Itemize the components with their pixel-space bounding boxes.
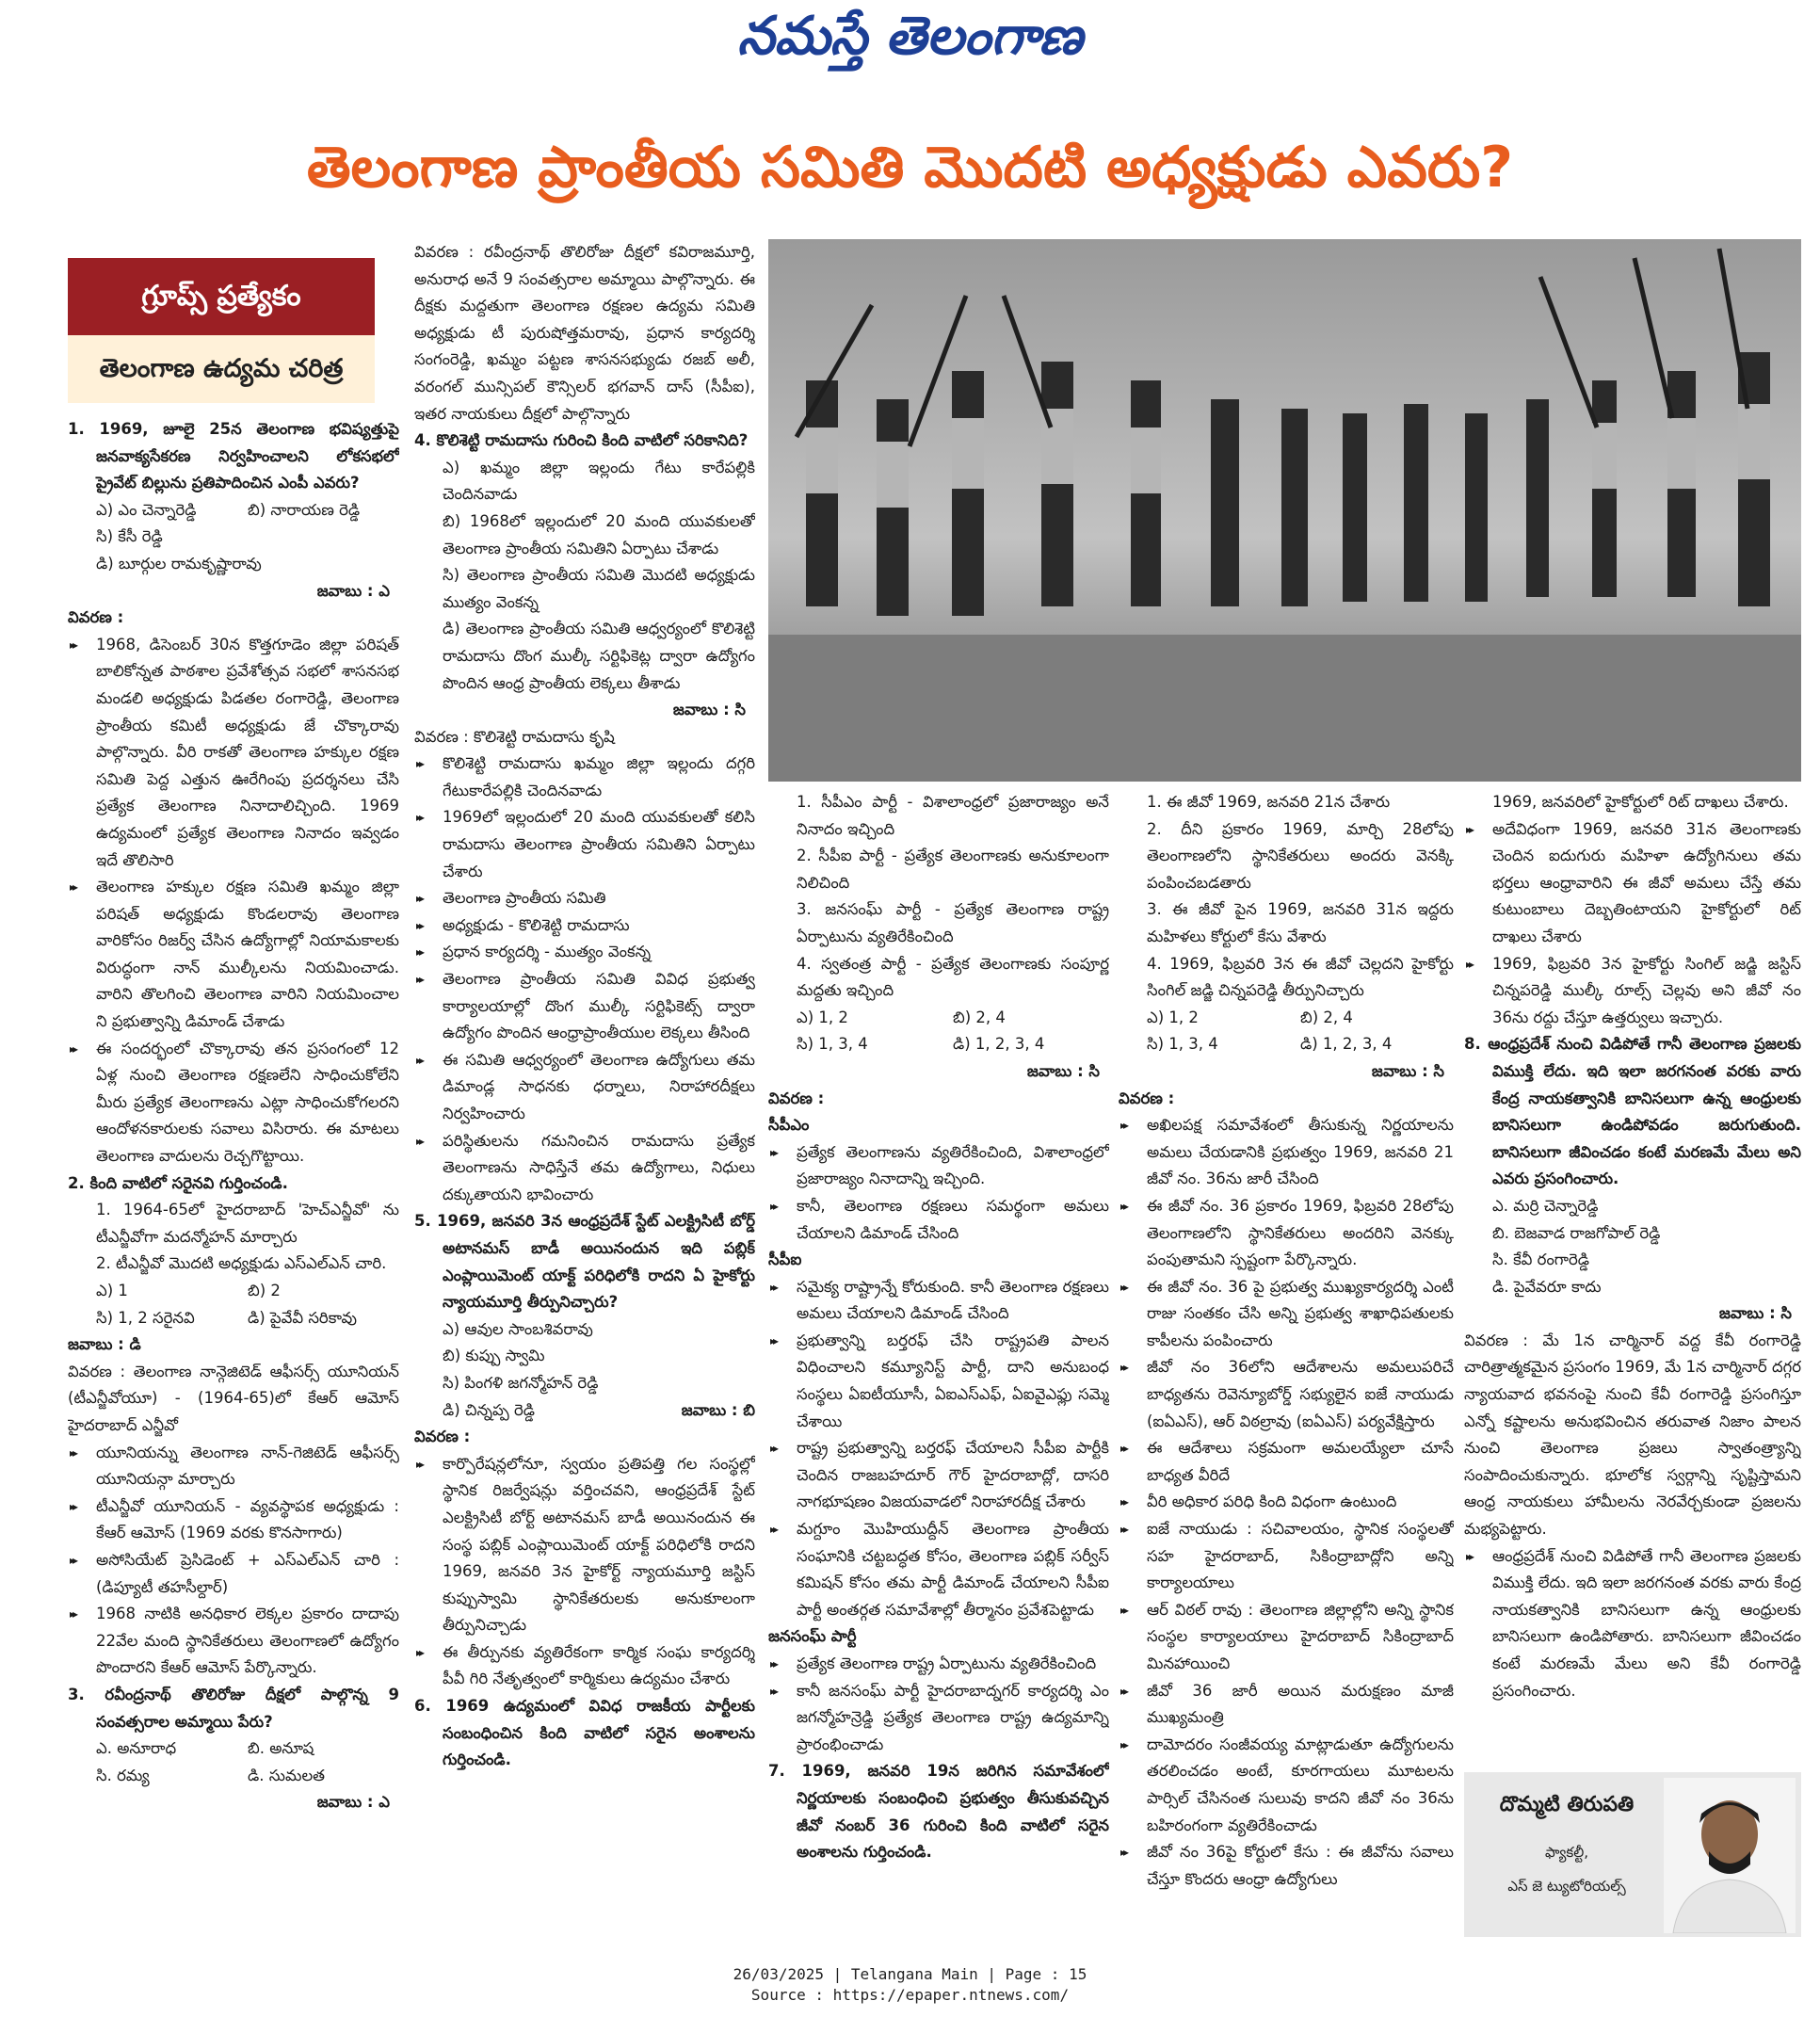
statement: 4. 1969, ఫిబ్రవరి 3న ఈ జీవో చెల్లదని హైకోర్టు సింగిల్ జడ్జి చిన్నపరెడ్డి తీర్పునిచ్చారు xyxy=(1147,954,1454,1000)
bullet: ▸▸ వీరి అధికార పరిధి కింది విధంగా ఉంటుంది xyxy=(1119,1489,1454,1516)
statement: 3. ఈ జీవో పైన 1969, జనవరి 31న ఇద్దరు మహిళలు కోర్టులో కేసు వేశారు xyxy=(1147,900,1454,945)
bullet: ▸▸ రాష్ట్ర ప్రభుత్వాన్ని బర్తరఫ్ చేయాలని సీపీఐ పార్టీకి చెందిన రాజబహదూర్ గౌర్ హైదరాబాద్లో, దాసరి నాగభూషణం విజయవాడలో నిరాహారదీక్ష చేశారు xyxy=(768,1435,1109,1516)
subheading: జనసంఘ్ పార్టీ xyxy=(768,1627,857,1646)
bullet: ▸▸ తెలంగాణ ప్రాంతీయ సమితి xyxy=(414,885,755,912)
page-headline: తెలంగాణ ప్రాంతీయ సమితి మొదటి అధ్యక్షుడు ఎవరు? xyxy=(306,135,1514,201)
option: సి) తెలంగాణ ప్రాంతీయ సమితి మొదటి అధ్యక్షుడు ముత్యం వెంకన్న xyxy=(443,566,755,611)
masthead-logo: నమస్తే తెలంగాణ xyxy=(737,5,1083,67)
option: డి) చిన్నప్ప రెడ్డి xyxy=(443,1400,535,1419)
options xyxy=(68,1305,399,1332)
explanation-heading: వివరణ : xyxy=(768,1089,825,1107)
page-footer xyxy=(0,1964,1820,2006)
bullet: ▸▸ తెలంగాణ ప్రాంతీయ సమితి వివిధ ప్రభుత్వ కార్యాలయాల్లో దొంగ ముల్కీ సర్టిఫికెట్స్ ద్వారా ఉద్యోగం పొందిన ఆంధ్రాప్రాంతీయుల లెక్కలు తీసింది xyxy=(414,966,755,1047)
statement: 1. ఈ జీవో 1969, జనవరి 21న చేశారు xyxy=(1147,793,1391,811)
option: సి) పింగళి జగన్మోహన్ రెడ్డి xyxy=(443,1373,599,1392)
answer: జవాబు : బి xyxy=(681,1400,755,1419)
statement: 2. దీని ప్రకారం 1969, మార్చి 28లోపు తెలంగాణలోని స్థానికేతరులు అందరు వెనక్కి పంపించబడతారు xyxy=(1147,819,1454,892)
option: ఎ) 1, 2 xyxy=(1147,1008,1199,1026)
option: డి) పైవేవీ సరికావు xyxy=(248,1308,357,1327)
column-1 xyxy=(68,416,399,1946)
option: డి) 1, 2, 3, 4 xyxy=(1300,1035,1393,1054)
bullet: ▸▸ దామోదరం సంజీవయ్య మాట్లాడుతూ ఉద్యోగులను తరలించడం అంటే, కూరగాయలు మూటలను పార్సిల్ చేసినంత సులువు కాదని జీవో నం 36ను బహిరంగంగా వ్యతిరేకించాడు xyxy=(1119,1732,1454,1839)
statement: 4. స్వతంత్ర పార్టీ - ప్రత్యేక తెలంగాణకు సంపూర్ణ మద్దతు ఇచ్చింది xyxy=(797,954,1109,1000)
author-name: దొమ్మటి తిరుపతి xyxy=(1499,1793,1635,1816)
statement: 2. సీపీఐ పార్టీ - ప్రత్యేక తెలంగాణకు అనుకూలంగా నిలిచింది xyxy=(797,847,1109,892)
subheading: సీపీఎం xyxy=(768,1116,810,1135)
bullet: ▸▸ అఖిలపక్ష సమావేశంలో తీసుకున్న నిర్ణయాలను అమలు చేయడానికి ప్రభుత్వం 1969, జనవరి 21 జీవో నం. 36ను జారీ చేసింది xyxy=(1119,1112,1454,1193)
options xyxy=(68,1763,399,1790)
options xyxy=(68,497,399,524)
answer: జవాబు : సి xyxy=(672,701,746,719)
bullet: ▸▸ కార్పొరేషన్లలోనూ, స్వయం ప్రతిపత్తి గల సంస్థల్లో స్థానిక రిజర్వేషన్లు వర్తించవని, ఆంధ్రప్రదేశ్ స్టేట్ ఎలక్ట్రిసిటీ బోర్ట్ అటానమస్ బాడీ అయినందున ఈ సంస్థ పబ్లిక్ ఎంప్లాయిమెంట్ యాక్ట్ పరిధిలోకి రాదని 1969, జనవరి 3న హైకోర్ట్ న్యాయమూర్తి జస్టిస్ కుప్పుస్వామి స్థానికేతరులకు అనుకూలంగా తీర్పునిచ్చాడు xyxy=(414,1451,755,1639)
answer: జవాబు : ఎ xyxy=(316,581,390,600)
section-label: తెలంగాణ ఉద్యమ చరిత్ర xyxy=(68,335,375,403)
option: బి. అనూష xyxy=(248,1739,314,1758)
bullet: ▸▸ జీవో నం 36పై కోర్టులో కేసు : ఈ జీవోను సవాలు చేస్తూ కొందరు ఆంధ్రా ఉద్యోగులు xyxy=(1119,1839,1454,1893)
option: ఎ) 1 xyxy=(96,1282,128,1299)
option: సి. కేవీ రంగారెడ్డి xyxy=(1492,1251,1590,1269)
statement: 2. టీఎన్జీవో మొదటి అధ్యక్షుడు ఎస్ఎల్ఎన్ చారి. xyxy=(96,1254,387,1273)
author-organization: ఎస్ జె ట్యుటోరియల్స్ xyxy=(1507,1878,1626,1895)
statement: 3. జనసంఘ్ పార్టీ - ప్రత్యేక తెలంగాణ రాష్ట్ర ఏర్పాటును వ్యతిరేకించింది xyxy=(797,900,1109,945)
statement: 1. 1964-65లో హైదరాబాద్ 'హెచ్ఎన్జీవో' ను టీఎన్జీవోగా మదన్మోహన్ మార్చారు xyxy=(96,1201,399,1246)
options xyxy=(768,1031,1109,1058)
historical-photo xyxy=(768,239,1801,782)
bullet: ▸▸ టీఎన్జీవో యూనియన్ - వ్యవస్థాపక అధ్యక్షుడు : కేఆర్ ఆమోస్ (1969 వరకు కొనసాగారు) xyxy=(68,1493,399,1547)
question-4: 4. కొలిశెట్టి రామదాసు గురించి కింది వాటిలో సరికానిది? xyxy=(414,431,749,450)
bullet: ▸▸ అసోసియేట్ ప్రెసిడెంట్ + ఎస్ఎల్ఎన్ చారి : (డిప్యూటీ తహసీల్దార్) xyxy=(68,1547,399,1601)
bullet: ▸▸ యూనియన్ను తెలంగాణ నాన్-గెజిటెడ్ ఆఫీసర్స్ యూనియన్గా మార్చారు xyxy=(68,1440,399,1493)
bullet: ▸▸ కానీ జనసంఘ్ పార్టీ హైదరాబాద్నగర్ కార్యదర్శి ఎం జగన్మోహన్రెడ్డి ప్రత్యేక తెలంగాణ రాష్ట్ర ఉద్యమాన్ని ప్రారంభించాడు xyxy=(768,1678,1109,1759)
option: ఎ. అనూరాధ xyxy=(96,1739,177,1758)
option: సి) 1, 3, 4 xyxy=(1147,1035,1218,1054)
author-avatar xyxy=(1664,1778,1796,1933)
options xyxy=(68,1278,399,1305)
bullet: ▸▸ జీవో నం 36లోని ఆదేశాలను అమలుపరిచే బాధ్యతను రెవెన్యూబోర్డ్ సభ్యులైన ఐజే నాయుడు (ఐఏఎస్), ఆర్ విఠల్రావు (ఐఏఎస్) పర్యవేక్షిస్తారు xyxy=(1119,1354,1454,1435)
option: డి) బూర్గుల రామకృష్ణారావు xyxy=(96,554,262,573)
subheading: సీపీఐ xyxy=(768,1251,802,1269)
bullet: ▸▸ 1968 నాటికి అనధికార లెక్కల ప్రకారం దాదాపు 22వేల మంది స్థానికేతరులు తెలంగాణలో ఉద్యోగం పొందారని కేఆర్ ఆమోస్ పేర్కొన్నారు. xyxy=(68,1601,399,1682)
option: సి) 1, 3, 4 xyxy=(797,1035,868,1054)
option: ఎ) ఎం చెన్నారెడ్డి xyxy=(96,500,197,519)
options xyxy=(414,1397,755,1425)
bullet: ▸▸ అదేవిధంగా 1969, జనవరి 31న తెలంగాణకు చెందిన ఐదుగురు మహిళా ఉద్యోగినులు తమ భర్తలు ఆంధ్రావారిని ఈ జీవో అమలు చేస్తే తమ కుటుంబాలు దెబ్బతింటాయని హైకోర్టులో రిట్ దాఖలు చేశారు xyxy=(1464,816,1801,951)
explanation-heading: వివరణ : xyxy=(68,608,124,627)
bullet: ▸▸ ఈ సమితి ఆధ్వర్యంలో తెలంగాణ ఉద్యోగులు తమ డిమాండ్ల సాధనకు ధర్నాలు, నిరాహారదీక్షలు నిర్వహించారు xyxy=(414,1047,755,1128)
question-7: 7. 1969, జనవరి 19న జరిగిన సమావేశంలో నిర్ణయాలకు సంబంధించి ప్రభుత్వం తీసుకువచ్చిన జీవో నంబర్ 36 గురించి కింది వాటిలో సరైన అంశాలను గుర్తించండి. xyxy=(768,1762,1109,1862)
bullet: ▸▸ ఆంధ్రప్రదేశ్ నుంచి విడిపోతే గానీ తెలంగాణ ప్రజలకు విముక్తి లేదు. ఇది ఇలా జరగనంత వరకు వారు కేంద్ర నాయకత్వానికి బానిసలుగా ఉన్న ఆంధ్రులకు బానిసలుగా ఉండిపోతారు. బానిసలుగా జీవించడం కంటే మరణమే మేలు అని కేవీ రంగారెడ్డి ప్రసంగించారు. xyxy=(1464,1543,1801,1705)
option: డి) తెలంగాణ ప్రాంతీయ సమితి ఆధ్వర్యంలో కొలిశెట్టి రామదాసు దొంగ ముల్కీ సర్టిఫికెట్ల ద్వారా ఉద్యోగం పొందిన ఆంధ్ర ప్రాంతీయ లెక్కలు తీశాడు xyxy=(443,620,755,692)
bullet: ▸▸ ఈ ఆదేశాలు సక్రమంగా అమలయ్యేలా చూసే బాధ్యత వీరిదే xyxy=(1119,1435,1454,1489)
question-8: 8. ఆంధ్రప్రదేశ్ నుంచి విడిపోతే గానీ తెలంగాణ ప్రజలకు విముక్తి లేదు. ఇది ఇలా జరగనంత వరకు వారు కేంద్ర నాయకత్వానికి బానిసలుగా ఉన్న ఆంధ్రులకు బానిసలుగా ఉండిపోవడం జరుగుతుంది. బానిసలుగా జీవించడం కంటే మరణమే మేలు అని ఎవరు ప్రసంగించారు. xyxy=(1464,1035,1801,1188)
option: బి) 2, 4 xyxy=(953,1008,1006,1026)
question-3: 3. రవీంద్రనాథ్ తొలిరోజు దీక్షలో పాల్గొన్న 9 సంవత్సరాల అమ్మాయి పేరు? xyxy=(68,1685,399,1731)
paragraph: 1969, జనవరిలో హైకోర్టులో రిట్ దాఖలు చేశారు. xyxy=(1492,793,1789,811)
bullet: ▸▸ కానీ, తెలంగాణ రక్షణలు సమర్థంగా అమలు చేయాలని డిమాండ్ చేసింది xyxy=(768,1193,1109,1247)
explanation: వివరణ : మే 1న చార్మినార్ వద్ద కేవీ రంగారెడ్డి చారిత్రాత్మకమైన ప్రసంగం 1969, మే 1న చార్మినార్ దగ్గర న్యాయవాద భవనంపై నుంచి కేవీ రంగారెడ్డి ప్రసంగిస్తూ ఎన్నో కష్టాలను అనుభవించిన తరువాత నిజాం పాలన నుంచి తెలంగాణ ప్రజలు స్వాతంత్ర్యాన్ని సంపాదించుకున్నారు. భూలోక స్వర్గాన్ని సృష్టిస్తామని ఆంధ్ర నాయకులు హామీలను నెరవేర్చకుండా ప్రజలను మభ్యపెట్టారు. xyxy=(1464,1331,1801,1539)
column-2 xyxy=(414,239,755,1946)
option: సి) 1, 2 సరైనవి xyxy=(96,1308,195,1327)
question-2: 2. కింది వాటిలో సరైనవి గుర్తించండి. xyxy=(68,1173,288,1192)
bullet: ▸▸ ఈ తీర్పునకు వ్యతిరేకంగా కార్మిక సంఘ కార్యదర్శి పీవీ గిరి నేతృత్వంలో కార్మికులు ఉద్యమం చేశారు xyxy=(414,1639,755,1693)
bullet: ▸▸ ఈ జీవో నం. 36 ప్రకారం 1969, ఫిబ్రవరి 28లోపు తెలంగాణలోని స్థానికేతరులు అందరిని వెనక్కు పంపుతామని స్పష్టంగా పేర్కొన్నారు. xyxy=(1119,1193,1454,1274)
option: బి) 1968లో ఇల్లందులో 20 మంది యువకులతో తెలంగాణ ప్రాంతీయ సమితిని ఏర్పాటు చేశాడు xyxy=(443,511,755,557)
bullet: ▸▸ 1968, డిసెంబర్ 30న కొత్తగూడెం జిల్లా పరిషత్ బాలికోన్నత పాఠశాల ప్రవేశోత్సవ సభలో శాసనసభ మండలి అధ్యక్షుడు పిడతల రంగారెడ్డి, తెలంగాణ ప్రాంతీయ కమిటీ అధ్యక్షుడు జే చొక్కారావు పాల్గొన్నారు. వీరి రాకతో తెలంగాణ హక్కుల రక్షణ సమితి పెద్ద ఎత్తున ఊరేగింపు ప్రదర్శనలు చేసి ప్రత్యేక తెలంగాణ నినాదాలిచ్చింది. 1969 ఉద్యమంలో ప్రత్యేక తెలంగాణ నినాదం ఇవ్వడం ఇదే తొలిసారి xyxy=(68,632,399,874)
question-6: 6. 1969 ఉద్యమంలో వివిధ రాజకీయ పార్టీలకు సంబంధించిన కింది వాటిలో సరైన అంశాలను గుర్తించండి. xyxy=(414,1697,755,1769)
option: ఎ) 1, 2 xyxy=(797,1008,848,1026)
question-5: 5. 1969, జనవరి 3న ఆంధ్రప్రదేశ్ స్టేట్ ఎలక్ట్రిసిటీ బోర్డ్ అటానమస్ బాడీ అయినందున ఇది పబ్లిక్ ఎంప్లాయిమెంట్ యాక్ట్ పరిధిలోకి రాదని ఏ హైకోర్టు న్యాయమూర్తి తీర్పునిచ్చారు? xyxy=(414,1212,755,1312)
option: డి) 1, 2, 3, 4 xyxy=(953,1035,1045,1054)
answer: జవాబు : ఎ xyxy=(316,1793,390,1812)
options xyxy=(68,1735,399,1763)
question-1: 1. 1969, జూలై 25న తెలంగాణ భవిష్యత్తుపై జనవాక్యసేకరణ నిర్వహించాలని లోకసభలో ప్రైవేట్ బిల్లును ప్రతిపాదించిన ఎంపీ ఎవరు? xyxy=(68,420,399,492)
bullet: ▸▸ ప్రత్యేక తెలంగాణ రాష్ట్ర ఏర్పాటును వ్యతిరేకించింది xyxy=(768,1651,1109,1678)
option: బి) కుప్పు స్వామి xyxy=(443,1347,545,1365)
edition-info: 26/03/2025 | Telangana Main | Page : 15 xyxy=(733,1965,1087,1983)
explanation-heading: వివరణ : కొలిశెట్టి రామదాసు కృషి xyxy=(414,727,615,746)
answer: జవాబు : సి xyxy=(1718,1304,1792,1323)
bullet: ▸▸ తెలంగాణ హక్కుల రక్షణ సమితి ఖమ్మం జిల్లా పరిషత్ అధ్యక్షుడు కొండలరావు తెలంగాణ వారికోసం రిజర్వ్ చేసిన ఉద్యోగాల్లో నియామకాలకు విరుద్ధంగా నాన్ ముల్కీలను నియమించాడు. వారిని తొలగించి తెలంగాణ వారిని నియమించాల ని ప్రభుత్వాన్ని డిమాండ్ చేశాడు xyxy=(68,874,399,1036)
explanation-heading: వివరణ : xyxy=(414,1428,471,1446)
option: బి) 2, 4 xyxy=(1300,1008,1353,1026)
column-3 xyxy=(768,789,1109,1946)
column-5 xyxy=(1464,789,1801,1765)
option: బి) 2 xyxy=(248,1282,281,1299)
author-box xyxy=(1464,1772,1801,1937)
bullet: ▸▸ ప్రత్యేక తెలంగాణను వ్యతిరేకించింది, విశాలాంధ్రలో ప్రజారాజ్యం నినాదాన్ని ఇచ్చింది. xyxy=(768,1139,1109,1193)
option: బి) నారాయణ రెడ్డి xyxy=(248,500,361,519)
bullet: ▸▸ ప్రభుత్వాన్ని బర్తరఫ్ చేసి రాష్ట్రపతి పాలన విధించాలని కమ్యూనిస్ట్ పార్టీ, దాని అనుబంధ సంస్థలు ఏఐటీయూసీ, ఏఐఎస్ఎఫ్, ఏఐవైఎఫ్లు సమ్మె చేశాయి xyxy=(768,1328,1109,1435)
bullet: ▸▸ ఆర్ విఠల్ రావు : తెలంగాణ జిల్లాల్లోని అన్ని స్థానిక సంస్థల కార్యాలయాలు హైదరాబాద్ సికింద్రాబాద్ మినహాయించి xyxy=(1119,1597,1454,1678)
bullet: ▸▸ కొలిశెట్టి రామదాసు ఖమ్మం జిల్లా ఇల్లందు దగ్గరి గేటుకారేపల్లికి చెందినవాడు xyxy=(414,750,755,804)
options xyxy=(1119,1005,1454,1032)
statement: 1. సీపీఎం పార్టీ - విశాలాంధ్రలో ప్రజారాజ్యం అనే నినాదం ఇచ్చింది xyxy=(797,793,1109,838)
bullet: ▸▸ మగ్దూం మొహియుద్దీన్ తెలంగాణ ప్రాంతీయ సంఘానికి చట్టబద్ధత కోసం, తెలంగాణ పబ్లిక్ సర్వీస్ కమిషన్ కోసం తమ పార్టీ డిమాండ్ చేయాలని సీపీఐ పార్టీ అంతర్గత సమావేశాల్లో తీర్మానం ప్రవేశపెట్టాడు xyxy=(768,1516,1109,1623)
source-link[interactable]: Source : https://epaper.ntnews.com/ xyxy=(750,1986,1070,2004)
column-4 xyxy=(1119,789,1454,1946)
explanation: వివరణ : రవీంద్రనాథ్ తొలిరోజు దీక్షలో కవిరాజమూర్తి, అనురాధ అనే 9 సంవత్సరాల అమ్మాయి పాల్గొన్నారు. ఈ దీక్షకు మద్దతుగా తెలంగాణ రక్షణల ఉద్యమ సమితి అధ్యక్షుడు టీ పురుషోత్తమరావు, ప్రధాన కార్యదర్శి సంగంరెడ్డి, ఖమ్మం పట్టణ శాసనసభ్యుడు రజబ్ అలీ, వరంగల్ మున్సిపల్ కౌన్సిలర్ భగవాన్ దాస్ (సీపీఐ), ఇతర నాయకులు దీక్షలో పాల్గొన్నారు xyxy=(414,243,755,423)
explanation-heading: వివరణ : xyxy=(1119,1089,1175,1107)
option: సి. రమ్య xyxy=(96,1766,150,1784)
answer: జవాబు : డి xyxy=(68,1335,141,1354)
options xyxy=(768,1005,1109,1032)
option: డి. సుమలత xyxy=(248,1766,325,1784)
bullet: ▸▸ 1969లో ఇల్లందులో 20 మంది యువకులతో కలిసి రామదాసు తెలంగాణ ప్రాంతీయ సమితిని ఏర్పాటు చేశారు xyxy=(414,804,755,885)
bullet: ▸▸ సమైక్య రాష్ట్రాన్నే కోరుకుంది. కానీ తెలంగాణ రక్షణలు అమలు చేయాలని డిమాండ్ చేసింది xyxy=(768,1274,1109,1328)
option: ఎ) ఖమ్మం జిల్లా ఇల్లందు గేటు కారేపల్లికి చెందినవాడు xyxy=(443,458,755,504)
explanation: వివరణ : తెలంగాణ నాన్గెజిటెడ్ ఆఫీసర్స్ యూనియన్ (టీఎన్జీవోయూ) - (1964-65)లో కేఆర్ ఆమోస్ హైదరాబాద్ ఎన్జీవో xyxy=(68,1362,399,1434)
author-role: ఫ్యాకల్టీ, xyxy=(1545,1844,1588,1861)
bullet: ▸▸ ప్రధాన కార్యదర్శి - ముత్యం వెంకన్న xyxy=(414,939,755,966)
option: సి) కేసీ రెడ్డి xyxy=(96,527,163,546)
avatar-portrait-icon xyxy=(1664,1778,1796,1933)
option: ఎ) ఆవుల సాంబశివరావు xyxy=(443,1319,593,1338)
bullet: ▸▸ అధ్యక్షుడు - కొలిశెట్టి రామదాసు xyxy=(414,912,755,940)
bullet: ▸▸ ఈ సందర్భంలో చొక్కారావు తన ప్రసంగంలో 12 ఏళ్ల నుంచి తెలంగాణ రక్షణలేని సాధించుకోలేని మీరు ప్రత్యేక తెలంగాణను ఎట్లా సాధించుకోగలరని ఆందోళనకారులకు సవాలు విసిరారు. ఈ మాటలు తెలంగాణ వాదులను రెచ్చగొట్టాయి. xyxy=(68,1036,399,1170)
group-label: గ్రూప్స్ ప్రత్యేకం xyxy=(68,258,375,335)
bullet: ▸▸ 1969, ఫిబ్రవరి 3న హైకోర్టు సింగిల్ జడ్జి జస్టిస్ చిన్నపరెడ్డి ముల్కీ రూల్స్ చెల్లవు అని జీవో నం 36ను రద్దు చేస్తూ ఉత్తర్వులు ఇచ్చారు. xyxy=(1464,951,1801,1032)
answer: జవాబు : సి xyxy=(1371,1061,1444,1080)
bullet: ▸▸ పరిస్థితులను గమనించిన రామదాసు ప్రత్యేక తెలంగాణను సాధిస్తేనే తమ ఉద్యోగాలు, నిధులు దక్కుతాయని భావించారు xyxy=(414,1128,755,1209)
bullet: ▸▸ ఈ జీవో నం. 36 పై ప్రభుత్వ ముఖ్యకార్యదర్శి ఎంటీ రాజు సంతకం చేసి అన్ని ప్రభుత్వ శాఖాధిపతులకు కాపీలను పంపించారు xyxy=(1119,1274,1454,1355)
option: డి. పైవేవరూ కాదు xyxy=(1492,1277,1602,1296)
option: ఎ. మర్రి చెన్నారెడ్డి xyxy=(1492,1196,1599,1215)
option: బి. బెజవాడ రాజగోపాల్ రెడ్డి xyxy=(1492,1223,1661,1242)
answer: జవాబు : సి xyxy=(1026,1061,1100,1080)
bullet: ▸▸ జీవో 36 జారీ అయిన మరుక్షణం మాజీ ముఖ్యమంత్రి xyxy=(1119,1678,1454,1732)
bullet: ▸▸ ఐజే నాయుడు : సచివాలయం, స్థానిక సంస్థలతో సహ హైదరాబాద్, సికింద్రాబాద్లోని అన్ని కార్యాలయాలు xyxy=(1119,1516,1454,1597)
marching-volunteers-photo xyxy=(768,239,1801,782)
options xyxy=(1119,1031,1454,1058)
